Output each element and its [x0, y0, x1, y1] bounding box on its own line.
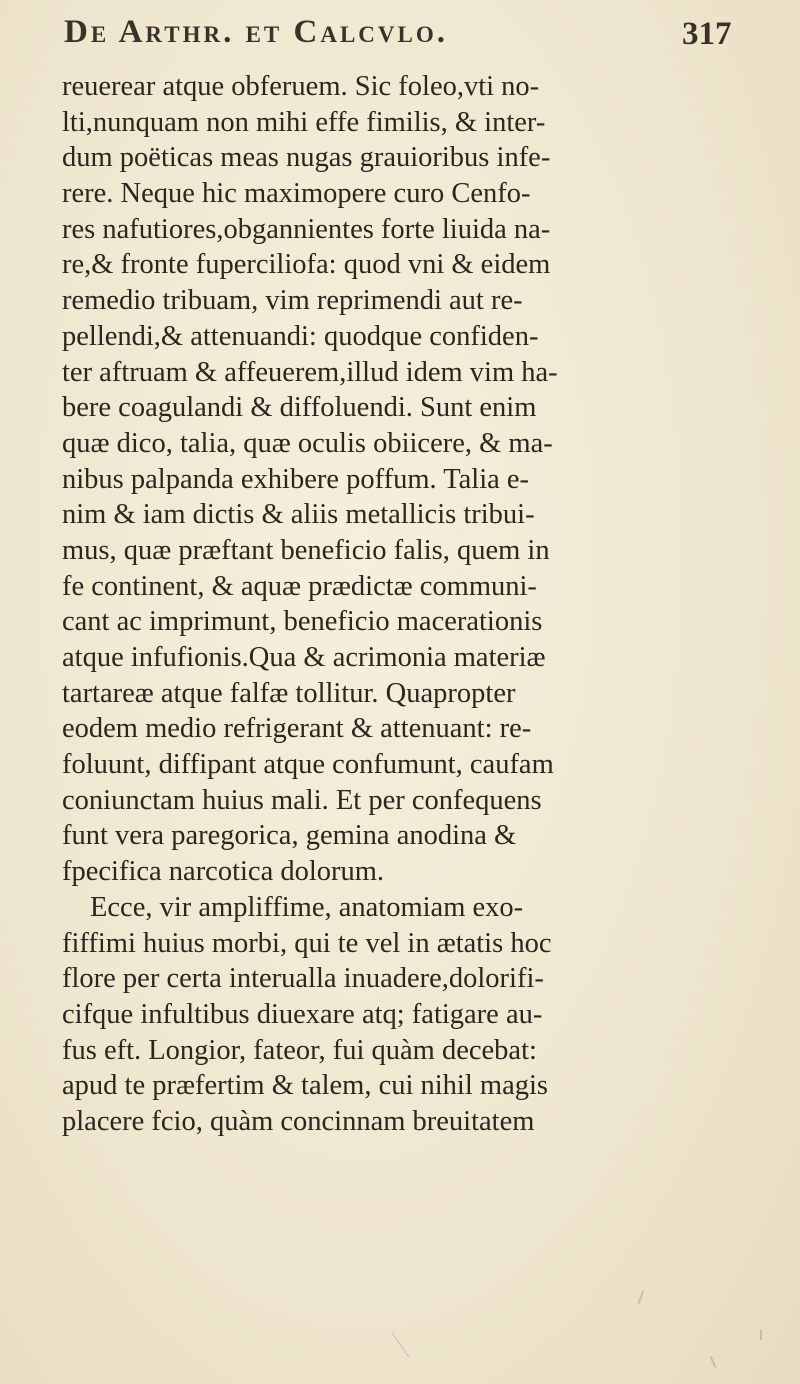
- text-line: fe continent, & aquæ prædictæ communi-: [62, 570, 537, 602]
- text-line: foluunt, diffipant atque confumunt, caufam: [62, 749, 554, 781]
- running-head-title: De Arthr. et Calcvlo.: [64, 14, 448, 50]
- text-line: nibus palpanda exhibere poffum. Talia e-: [62, 463, 530, 495]
- text-line: cant ac imprimunt, beneficio macerationis: [62, 606, 543, 638]
- text-line: rere. Neque hic maximopere curo Cenfo-: [62, 178, 531, 210]
- text-line: dum poëticas meas nugas grauioribus infe-: [62, 142, 551, 174]
- paper-speck: [638, 1290, 645, 1304]
- body-text: [62, 69, 742, 1140]
- text-line: res nafutiores,obgannientes forte liuida na-: [62, 213, 551, 245]
- text-line: nim & iam dictis & aliis metallicis tribui-: [62, 499, 535, 531]
- text-line: fpecifica narcotica dolorum.: [62, 856, 385, 888]
- text-line: eodem medio refrigerant & attenuant: re-: [62, 713, 532, 745]
- text-line: apud te præfertim & talem, cui nihil magis: [62, 1070, 548, 1102]
- text-line: re,& fronte fuperciliofa: quod vni & eidem: [62, 249, 551, 281]
- text-line: fus eft. Longior, fateor, fui quàm decebat:: [62, 1034, 537, 1066]
- text-line: placere fcio, quàm concinnam breuitatem: [62, 1105, 535, 1137]
- paragraph-first-line: Ecce, vir ampliffime, anatomiam exo-: [90, 891, 524, 923]
- text-line: atque infufionis.Qua & acrimonia materiæ: [62, 642, 546, 673]
- text-line: pellendi,& attenuandi: quodque confiden-: [62, 320, 539, 352]
- text-line: reuerear atque obferuem. Sic foleo,vti no-: [62, 71, 540, 102]
- text-line: tartareæ atque falfæ tollitur. Quapropter: [62, 677, 516, 709]
- page-number: 317: [682, 16, 732, 52]
- text-line: flore per certa interualla inuadere,dolorifi-: [62, 963, 544, 995]
- text-line: funt vera paregorica, gemina anodina &: [62, 820, 517, 852]
- running-head: [0, 14, 800, 64]
- text-line: bere coagulandi & diffoluendi. Sunt enim: [62, 392, 537, 424]
- text-line: lti,nunquam non mihi effe fimilis, & inter-: [62, 106, 546, 138]
- text-line: remedio tribuam, vim reprimendi aut re-: [62, 285, 523, 317]
- text-line: cifque infultibus diuexare atq; fatigare au-: [62, 998, 543, 1030]
- text-line: ter aftruam & affeuerem,illud idem vim ha-: [62, 356, 558, 388]
- text-line: mus, quæ præftant beneficio falis, quem in: [62, 534, 550, 566]
- paper-speck: [710, 1356, 717, 1368]
- paper-speck: [760, 1330, 762, 1340]
- text-line: fiffimi huius morbi, qui te vel in ætatis hoc: [62, 927, 552, 959]
- paper-speck: [391, 1332, 409, 1357]
- text-line: quæ dico, talia, quæ oculis obiicere, & ma-: [62, 427, 553, 459]
- text-line: coniunctam huius mali. Et per confequens: [62, 784, 542, 816]
